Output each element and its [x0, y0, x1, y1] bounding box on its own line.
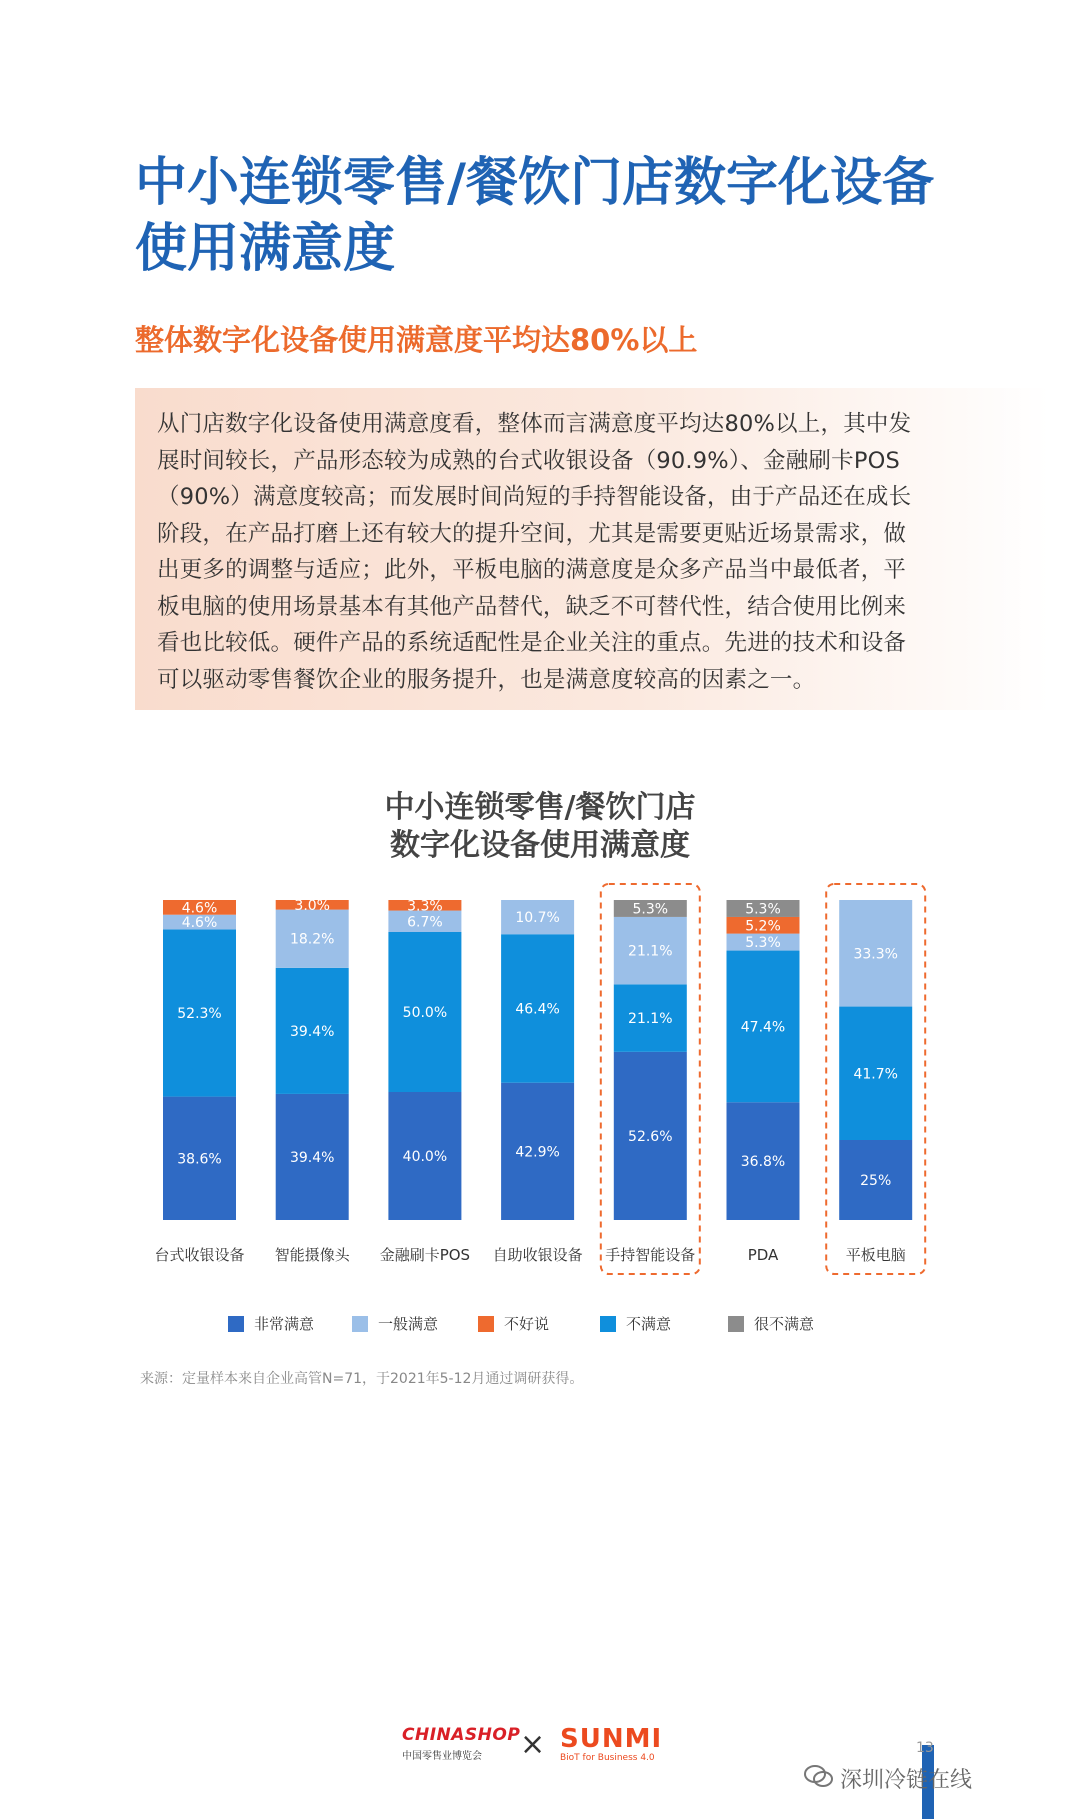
data-label: 50.0%: [402, 1005, 448, 1021]
data-label: 5.2%: [745, 918, 781, 935]
page-number: 13: [916, 1740, 934, 1756]
sunmi-sub: BioT for Business 4.0: [560, 1753, 655, 1763]
data-label: 6.7%: [407, 914, 443, 931]
summary-line: 可以驱动零售餐饮企业的服务提升，也是满意度较高的因素之一。: [157, 666, 816, 693]
data-label: 33.3%: [853, 946, 898, 963]
wechat-icon: [804, 1763, 834, 1789]
legend-label: 一般满意: [378, 1315, 439, 1333]
data-label: 3.0%: [294, 897, 330, 914]
summary-line: 展时间较长，产品形态较为成熟的台式收银设备（90.9%）、金融刷卡POS: [157, 447, 900, 474]
legend-label: 很不满意: [754, 1315, 815, 1333]
summary-line: 出更多的调整与适应；此外，平板电脑的满意度是众多产品当中最低者，平: [157, 557, 907, 583]
chinashop-sub: 中国零售业博览会: [402, 1751, 482, 1762]
legend-swatch: [728, 1316, 744, 1332]
summary-line: 阶段，在产品打磨上还有较大的提升空间，尤其是需要更贴近场景需求，做: [157, 520, 907, 547]
data-label: 5.3%: [745, 901, 781, 918]
data-label: 47.4%: [740, 1019, 786, 1036]
category-label: PDA: [747, 1246, 779, 1264]
page-title: [135, 150, 995, 282]
summary-line: （90%）满意度较高；而发展时间尚短的手持智能设备，由于产品还在成长: [157, 484, 912, 510]
data-label: 46.4%: [515, 1001, 560, 1018]
summary-line: 看也比较低。硬件产品的系统适配性是企业关注的重点。先进的技术和设备: [157, 630, 907, 656]
legend-label: 不好说: [504, 1315, 550, 1333]
chart-title-line2: 数字化设备使用满意度: [390, 828, 690, 863]
data-label: 3.3%: [407, 898, 443, 915]
chart-legend: [0, 1312, 1080, 1336]
page-subtitle: 整体数字化设备使用满意度平均达80%以上: [135, 323, 698, 357]
data-label: 40.0%: [402, 1149, 448, 1165]
summary-line: 从门店数字化设备使用满意度看，整体而言满意度平均达80%以上，其中发: [157, 411, 912, 437]
data-label: 39.4%: [289, 1149, 335, 1166]
chart-title-line1: 中小连锁零售/餐饮门店: [384, 790, 696, 825]
watermark-text: 深圳冷链在线: [840, 1768, 973, 1793]
data-label: 5.3%: [632, 901, 669, 918]
sunmi-logo: [560, 1725, 680, 1763]
data-label: 21.1%: [628, 1011, 673, 1028]
category-label: 台式收银设备: [154, 1246, 245, 1264]
data-label: 42.9%: [515, 1144, 560, 1161]
summary-box: [135, 388, 1050, 710]
source-note: 来源：定量样本来自企业高管N=71，于2021年5-12月通过调研获得。: [140, 1371, 584, 1387]
data-label: 36.8%: [740, 1154, 786, 1171]
legend-swatch: [352, 1316, 368, 1332]
data-label: 5.3%: [745, 935, 781, 952]
data-label: 41.7%: [853, 1066, 898, 1083]
category-label: 智能摄像头: [274, 1246, 350, 1264]
data-label: 18.2%: [289, 931, 335, 948]
category-label: 金融刷卡POS: [379, 1246, 471, 1264]
page-title-line2: 使用满意度: [135, 219, 396, 279]
legend-swatch: [600, 1316, 616, 1332]
data-label: 4.6%: [181, 915, 218, 932]
data-label: 4.6%: [181, 900, 218, 917]
summary-line: 板电脑的使用场景基本有其他产品替代，缺乏不可替代性，结合使用比例来: [157, 593, 907, 620]
data-label: 10.7%: [515, 910, 560, 927]
chinashop-logo: [402, 1725, 532, 1762]
chinashop-brand: CHINASHOP: [402, 1725, 521, 1745]
page-title-line1: 中小连锁零售/餐饮门店数字化设备: [135, 153, 934, 213]
legend-label: 非常满意: [254, 1315, 315, 1333]
legend-swatch: [478, 1316, 494, 1332]
stacked-bar-chart: [0, 870, 1080, 1280]
data-label: 25%: [860, 1173, 892, 1189]
watermark: [840, 1763, 972, 1794]
data-label: 21.1%: [628, 943, 673, 960]
data-label: 38.6%: [177, 1151, 222, 1168]
data-label: 52.3%: [177, 1006, 222, 1023]
sunmi-brand: SUNMI: [560, 1724, 663, 1754]
data-label: 52.6%: [628, 1128, 673, 1145]
cross-icon: ×: [520, 1727, 546, 1762]
legend-label: 不满意: [626, 1315, 672, 1333]
category-label: 平板电脑: [845, 1246, 906, 1264]
category-label: 自助收银设备: [492, 1246, 583, 1264]
data-label: 39.4%: [289, 1023, 335, 1040]
legend-swatch: [228, 1316, 244, 1332]
category-label: 手持智能设备: [605, 1246, 696, 1264]
